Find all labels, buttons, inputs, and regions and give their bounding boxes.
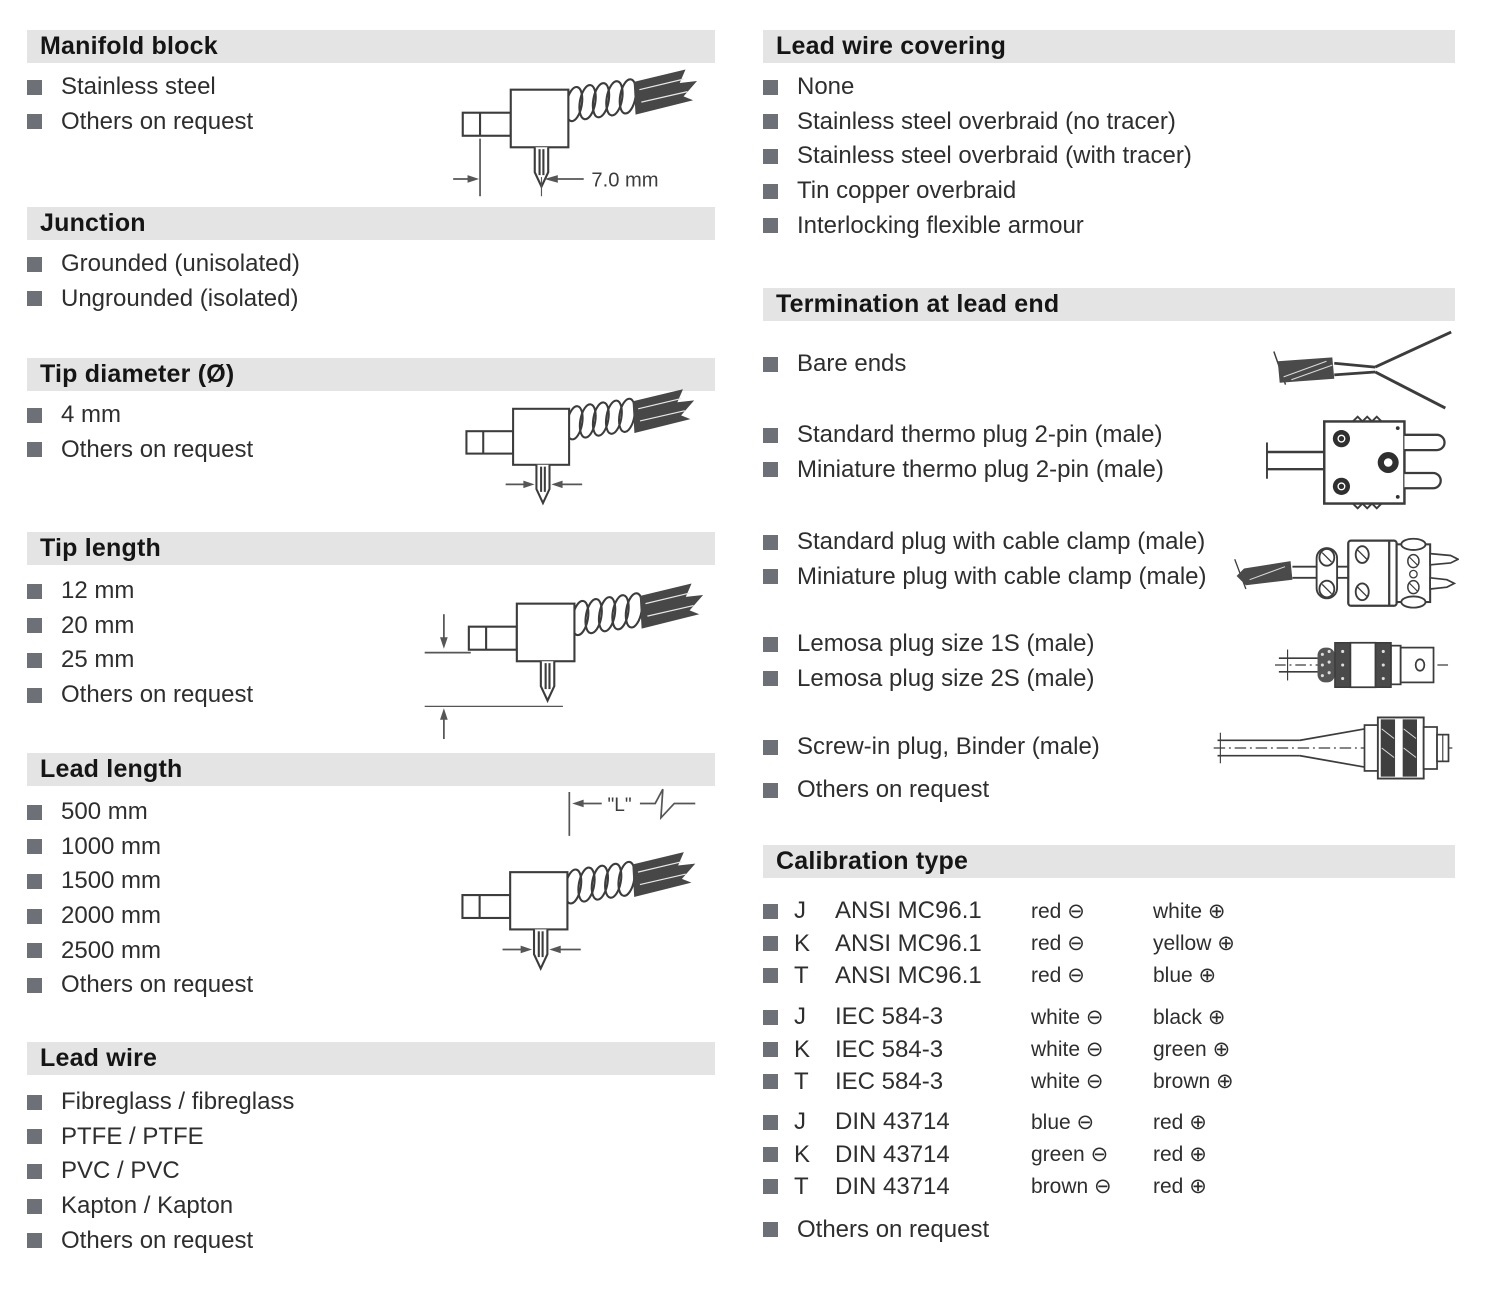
calibration-negative: white ⊖ [1031, 1070, 1104, 1094]
calibration-type-letter: J [794, 1003, 806, 1031]
calibration-negative: blue ⊖ [1031, 1110, 1095, 1134]
calibration-type-letter: K [794, 929, 811, 957]
square-bullet-icon [763, 904, 778, 919]
minus-symbol-icon: ⊖ [1085, 1038, 1104, 1062]
square-bullet-icon [27, 653, 42, 668]
calibration-standard: ANSI MC96.1 [835, 961, 982, 989]
list-item [763, 773, 989, 808]
calibration-row [763, 1066, 1234, 1098]
list-item [763, 525, 1207, 560]
minus-symbol-icon: ⊖ [1067, 964, 1085, 988]
calibration-negative: brown ⊖ [1031, 1175, 1112, 1199]
square-bullet-icon [27, 257, 42, 272]
square-bullet-icon [763, 936, 778, 951]
calibration-standard: IEC 584-3 [835, 1067, 944, 1095]
calibration-standard: IEC 584-3 [835, 1035, 944, 1063]
list-item-label: PVC / PVC [61, 1157, 180, 1185]
square-bullet-icon [27, 978, 42, 993]
square-bullet-icon [763, 114, 778, 129]
square-bullet-icon [763, 1074, 778, 1089]
list-item-label: Lemosa plug size 1S (male) [797, 630, 1095, 658]
list-item-label: Others on request [797, 1215, 990, 1243]
square-bullet-icon [763, 357, 778, 372]
calibration-positive: red ⊕ [1153, 1175, 1207, 1199]
calibration-negative: green ⊖ [1031, 1143, 1109, 1167]
figure-cable-clamp-plug [1231, 520, 1459, 618]
list-item-label: Screw-in plug, Binder (male) [797, 733, 1100, 761]
minus-symbol-icon: ⊖ [1085, 1070, 1104, 1094]
plus-symbol-icon: ⊕ [1212, 1038, 1231, 1062]
list-item [763, 560, 1207, 595]
square-bullet-icon [27, 1233, 42, 1248]
section-header-tip-diameter: Tip diameter (Ø) [27, 358, 715, 391]
list-item-label: Others on request [797, 776, 990, 804]
figure-thermo-plug [1263, 410, 1459, 515]
section-header-lead-wire-covering: Lead wire covering [763, 30, 1455, 63]
figure-lead-length-probe [451, 788, 701, 984]
figure-manifold-block-probe [451, 58, 703, 202]
list-item-label: 12 mm [61, 577, 135, 605]
list-item [763, 347, 906, 382]
list-item-label: Others on request [61, 971, 254, 999]
square-bullet-icon [27, 408, 42, 423]
section-header-lead-length: Lead length [27, 753, 715, 786]
list-item [27, 70, 253, 105]
junction-list [27, 247, 300, 316]
list-item-label: Tin copper overbraid [797, 177, 1017, 205]
list-item-label: Stainless steel overbraid (with tracer) [797, 142, 1192, 170]
list-item [27, 398, 253, 433]
termination-group-clamp-plug [763, 525, 1207, 594]
list-item [27, 247, 300, 282]
figure-tip-length-probe [417, 566, 705, 744]
minus-symbol-icon: ⊖ [1067, 899, 1085, 923]
list-item [27, 433, 253, 468]
list-item-label: Miniature plug with cable clamp (male) [797, 562, 1207, 590]
calibration-positive: red ⊕ [1153, 1143, 1207, 1167]
square-bullet-icon [763, 1010, 778, 1025]
dimension-label: 7.0 mm [591, 169, 659, 192]
figure-tip-diameter-probe [455, 378, 700, 518]
list-item [763, 730, 1100, 765]
plus-symbol-icon: ⊕ [1189, 1143, 1207, 1167]
square-bullet-icon [763, 740, 778, 755]
list-item [27, 968, 253, 1003]
section-header-junction: Junction [27, 207, 715, 240]
list-item-label: Others on request [61, 681, 254, 709]
square-bullet-icon [27, 1129, 42, 1144]
manifold-block-list [27, 70, 253, 139]
list-item-label: 4 mm [61, 401, 121, 429]
section-header-manifold-block: Manifold block [27, 30, 715, 63]
list-item-label: PTFE / PTFE [61, 1122, 204, 1150]
square-bullet-icon [763, 428, 778, 443]
calibration-standard: DIN 43714 [835, 1140, 950, 1168]
list-item [763, 139, 1192, 174]
square-bullet-icon [27, 584, 42, 599]
section-header-termination: Termination at lead end [763, 288, 1455, 321]
list-item [763, 418, 1164, 453]
calibration-row [763, 1001, 1234, 1033]
calibration-positive: blue ⊕ [1153, 964, 1217, 988]
square-bullet-icon [27, 442, 42, 457]
tip-diameter-list [27, 398, 253, 467]
right-column [763, 0, 1455, 1296]
square-bullet-icon [27, 909, 42, 924]
square-bullet-icon [763, 535, 778, 550]
square-bullet-icon [27, 1164, 42, 1179]
square-bullet-icon [763, 149, 778, 164]
figure-binder-plug [1213, 706, 1453, 790]
calibration-negative: white ⊖ [1031, 1005, 1104, 1029]
calibration-type-letter: J [794, 897, 806, 925]
list-item [763, 70, 1192, 105]
plus-symbol-icon: ⊕ [1216, 1070, 1234, 1094]
square-bullet-icon [27, 114, 42, 129]
square-bullet-icon [27, 805, 42, 820]
list-item [27, 1223, 294, 1258]
calibration-positive: yellow ⊕ [1153, 932, 1235, 956]
calibration-positive: brown ⊕ [1153, 1070, 1234, 1094]
square-bullet-icon [763, 462, 778, 477]
termination-group-others [763, 773, 989, 808]
list-item [27, 282, 300, 317]
calibration-type-letter: K [794, 1140, 811, 1168]
plus-symbol-icon: ⊕ [1189, 1110, 1207, 1134]
calibration-type-letter: T [794, 1172, 809, 1200]
list-item-label: Kapton / Kapton [61, 1192, 234, 1220]
calibration-row [763, 1033, 1234, 1065]
calibration-standard: DIN 43714 [835, 1108, 950, 1136]
lead-wire-list [27, 1085, 294, 1258]
calibration-row [763, 895, 1235, 927]
list-item [27, 1154, 294, 1189]
list-item-label: Standard plug with cable clamp (male) [797, 528, 1206, 556]
square-bullet-icon [27, 618, 42, 633]
list-item-label: 25 mm [61, 646, 135, 674]
list-item [763, 208, 1192, 243]
calibration-others [763, 1212, 989, 1247]
square-bullet-icon [763, 1147, 778, 1162]
list-item [27, 1085, 294, 1120]
list-item [27, 643, 253, 678]
plus-symbol-icon: ⊕ [1189, 1175, 1207, 1199]
calibration-negative: red ⊖ [1031, 964, 1085, 988]
square-bullet-icon [763, 783, 778, 798]
list-item-label: Bare ends [797, 350, 907, 378]
plus-symbol-icon: ⊕ [1198, 964, 1217, 988]
termination-group-binder-plug [763, 730, 1100, 765]
list-item-label: 500 mm [61, 798, 148, 826]
list-item [27, 678, 253, 713]
calibration-negative: red ⊖ [1031, 899, 1085, 923]
calibration-positive: red ⊕ [1153, 1110, 1207, 1134]
calibration-positive: black ⊕ [1153, 1005, 1226, 1029]
list-item [27, 933, 253, 968]
calibration-row [763, 927, 1235, 959]
list-item [763, 627, 1094, 662]
tip-length-list [27, 574, 253, 712]
list-item [27, 795, 253, 830]
list-item [27, 899, 253, 934]
section-header-tip-length: Tip length [27, 532, 715, 565]
square-bullet-icon [27, 874, 42, 889]
calibration-standard: IEC 584-3 [835, 1003, 944, 1031]
calibration-row [763, 1106, 1207, 1138]
list-item-label: 1500 mm [61, 867, 162, 895]
list-item-label: Fibreglass / fibreglass [61, 1088, 295, 1116]
list-item [27, 105, 253, 140]
list-item-label: Stainless steel overbraid (no tracer) [797, 107, 1176, 135]
calibration-standard: ANSI MC96.1 [835, 897, 982, 925]
square-bullet-icon [763, 1115, 778, 1130]
list-item-label: Standard thermo plug 2-pin (male) [797, 421, 1163, 449]
square-bullet-icon [763, 671, 778, 686]
square-bullet-icon [27, 688, 42, 703]
calibration-positive: white ⊕ [1153, 899, 1226, 923]
square-bullet-icon [27, 839, 42, 854]
plus-symbol-icon: ⊕ [1207, 1005, 1226, 1029]
list-item-label: Miniature thermo plug 2-pin (male) [797, 455, 1164, 483]
list-item [27, 864, 253, 899]
square-bullet-icon [27, 943, 42, 958]
list-item [763, 105, 1192, 140]
list-item-label: Lemosa plug size 2S (male) [797, 664, 1095, 692]
termination-group-lemosa-plug [763, 627, 1094, 696]
list-item-label: 2000 mm [61, 902, 162, 930]
minus-symbol-icon: ⊖ [1094, 1175, 1112, 1199]
minus-symbol-icon: ⊖ [1076, 1110, 1095, 1134]
lead-wire-covering-list [763, 70, 1192, 243]
termination-group-bare-ends [763, 347, 906, 382]
calibration-type-letter: J [794, 1108, 806, 1136]
calibration-row [763, 1138, 1207, 1170]
list-item [763, 662, 1094, 697]
square-bullet-icon [763, 569, 778, 584]
list-item-label: Ungrounded (isolated) [61, 284, 299, 312]
list-item-label: Grounded (unisolated) [61, 250, 300, 278]
list-item-label: Others on request [61, 1226, 254, 1254]
list-item-label: Others on request [61, 107, 254, 135]
list-item [27, 1189, 294, 1224]
square-bullet-icon [763, 218, 778, 233]
square-bullet-icon [763, 637, 778, 652]
minus-symbol-icon: ⊖ [1090, 1143, 1109, 1167]
square-bullet-icon [763, 184, 778, 199]
figure-bare-ends [1268, 326, 1458, 416]
calibration-negative: white ⊖ [1031, 1038, 1104, 1062]
square-bullet-icon [27, 1095, 42, 1110]
calibration-row [763, 1171, 1207, 1203]
square-bullet-icon [763, 1042, 778, 1057]
list-item-label: Others on request [61, 435, 254, 463]
minus-symbol-icon: ⊖ [1067, 932, 1085, 956]
square-bullet-icon [27, 291, 42, 306]
calibration-standard: ANSI MC96.1 [835, 929, 982, 957]
calibration-group-ansi [763, 895, 1235, 992]
square-bullet-icon [763, 968, 778, 983]
plus-symbol-icon: ⊕ [1217, 932, 1235, 956]
plus-symbol-icon: ⊕ [1207, 899, 1226, 923]
square-bullet-icon [27, 1199, 42, 1214]
dimension-label: "L" [607, 795, 632, 817]
list-item-label: None [797, 73, 855, 101]
figure-lemosa-plug [1275, 630, 1449, 700]
calibration-type-letter: T [794, 961, 809, 989]
calibration-standard: DIN 43714 [835, 1172, 950, 1200]
calibration-group-iec [763, 1001, 1234, 1098]
left-column [27, 0, 715, 1296]
list-item [763, 174, 1192, 209]
list-item [27, 574, 253, 609]
list-item-label: 2500 mm [61, 936, 162, 964]
calibration-row [763, 960, 1235, 992]
list-item [27, 1120, 294, 1155]
list-item [27, 830, 253, 865]
square-bullet-icon [27, 80, 42, 95]
list-item [763, 1212, 989, 1247]
list-item-label: Interlocking flexible armour [797, 211, 1084, 239]
square-bullet-icon [763, 80, 778, 95]
lead-length-list [27, 795, 253, 1003]
calibration-type-letter: T [794, 1067, 809, 1095]
square-bullet-icon [763, 1222, 778, 1237]
list-item-label: 1000 mm [61, 832, 162, 860]
calibration-group-din [763, 1106, 1207, 1203]
calibration-negative: red ⊖ [1031, 932, 1085, 956]
list-item-label: 20 mm [61, 611, 135, 639]
minus-symbol-icon: ⊖ [1085, 1005, 1104, 1029]
list-item-label: Stainless steel [61, 73, 216, 101]
calibration-type-letter: K [794, 1035, 811, 1063]
section-header-calibration-type: Calibration type [763, 845, 1455, 878]
list-item [763, 453, 1164, 488]
list-item [27, 609, 253, 644]
section-header-lead-wire: Lead wire [27, 1042, 715, 1075]
square-bullet-icon [763, 1179, 778, 1194]
calibration-positive: green ⊕ [1153, 1038, 1231, 1062]
termination-group-thermo-plug [763, 418, 1164, 487]
